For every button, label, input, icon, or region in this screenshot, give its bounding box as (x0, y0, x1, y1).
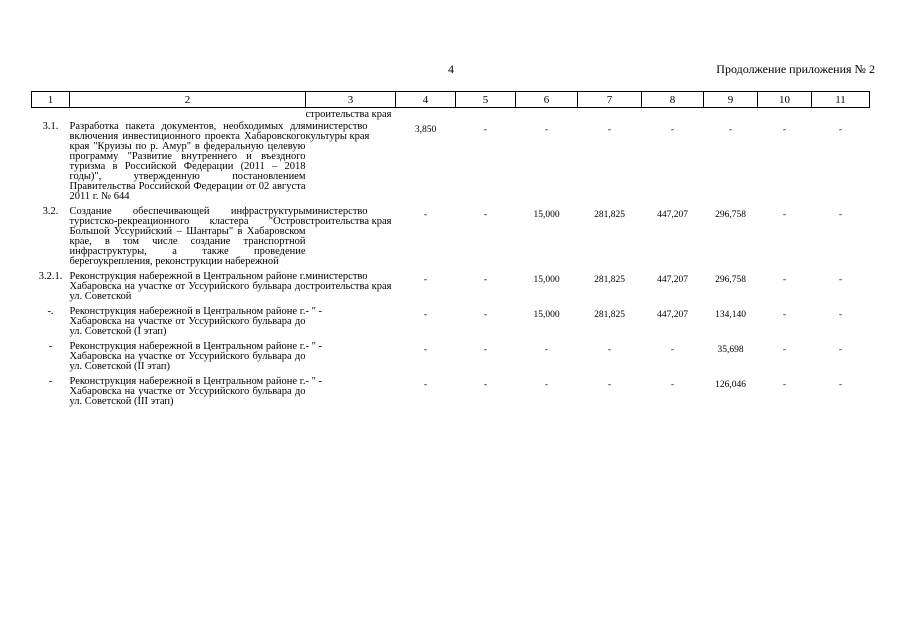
header-cell: 3 (306, 92, 396, 108)
header-cell: 8 (642, 92, 704, 108)
value-cell: - (670, 380, 675, 390)
header-cell: 10 (758, 92, 812, 108)
row-number-cell: - (48, 341, 53, 352)
value-cell: - (782, 345, 787, 355)
responsible-cell: - " - (305, 376, 323, 387)
value-cell: 281,825 (594, 310, 625, 320)
table-row (32, 207, 870, 272)
measure-name-cell: Реконструкция набережной в Центральном районе г. Хабаровска на участке от Уссурийского бульвара до ул. Советской (II этап) (69, 341, 306, 372)
measure-name-cell: Реконструкция набережной в Центральном районе г. Хабаровска на участке от Уссурийского бульвара до ул. Советской (69, 271, 306, 302)
value-cell: - (607, 345, 612, 355)
value-cell: 15,000 (533, 310, 560, 320)
row-number-cell: 3.2. (42, 206, 59, 217)
responsible-cell: - " - (305, 341, 323, 352)
value-cell: - (483, 210, 488, 220)
value-cell: 296,758 (715, 275, 746, 285)
header-cell: 2 (70, 92, 306, 108)
value-cell: 15,000 (533, 275, 560, 285)
header-cell: 1 (32, 92, 70, 108)
row-number-cell: 3.2.1. (38, 271, 63, 282)
value-cell: - (782, 125, 787, 135)
responsible-cell: министерство культуры края (305, 121, 370, 142)
measure-name-cell: Реконструкция набережной в Центральном районе г. Хабаровска на участке от Уссурийского бульвара до ул. Советской (III этап) (69, 376, 306, 407)
row-number-cell: -. (47, 306, 54, 317)
value-cell: - (423, 380, 428, 390)
value-cell: - (838, 310, 843, 320)
table-row (32, 272, 870, 307)
header-cell: 11 (812, 92, 870, 108)
continuation-row (32, 108, 870, 123)
value-cell: - (423, 310, 428, 320)
value-cell: - (838, 275, 843, 285)
header-cell: 4 (396, 92, 456, 108)
value-cell: - (544, 345, 549, 355)
value-cell: 35,698 (717, 345, 744, 355)
value-cell: 281,825 (594, 210, 625, 220)
value-cell: - (483, 275, 488, 285)
value-cell: - (607, 380, 612, 390)
value-cell: - (838, 380, 843, 390)
value-cell: 126,046 (715, 380, 746, 390)
header-cell: 9 (704, 92, 758, 108)
responsible-cell: министерство строительства края (305, 206, 392, 227)
header-cell: 5 (456, 92, 516, 108)
value-cell: 447,207 (657, 275, 688, 285)
table-row (32, 307, 870, 342)
header-row (32, 92, 870, 108)
row-number-cell: - (48, 376, 53, 387)
page-number: 4 (448, 62, 454, 76)
value-cell: - (544, 380, 549, 390)
value-cell: - (782, 210, 787, 220)
value-cell: 3,850 (414, 125, 437, 135)
header-cell: 7 (578, 92, 642, 108)
value-cell: 15,000 (533, 210, 560, 220)
value-cell: 447,207 (657, 210, 688, 220)
value-cell: - (838, 345, 843, 355)
value-cell: - (483, 125, 488, 135)
responsible-cell: министерство строительства края (305, 271, 392, 292)
measure-name-cell: Реконструкция набережной в Центральном районе г. Хабаровска на участке от Уссурийского бульвара до ул. Советской (I этап) (69, 306, 306, 337)
continuation-label: Продолжение приложения № 2 (716, 62, 875, 76)
value-cell: 281,825 (594, 275, 625, 285)
value-cell: - (483, 310, 488, 320)
table-row (32, 342, 870, 377)
value-cell: - (544, 125, 549, 135)
value-cell: 447,207 (657, 310, 688, 320)
value-cell: - (838, 125, 843, 135)
program-table (31, 91, 870, 412)
value-cell: - (728, 125, 733, 135)
responsible-cell: - " - (305, 306, 323, 317)
value-cell: - (423, 210, 428, 220)
value-cell: - (782, 310, 787, 320)
responsible-cell: строительства края (305, 109, 392, 120)
value-cell: - (607, 125, 612, 135)
table-row (32, 122, 870, 207)
header-cell: 6 (516, 92, 578, 108)
value-cell: - (782, 380, 787, 390)
measure-name-cell: Создание обеспечивающей инфраструктуры туристско-рекреационного кластера "Остров Большой Уссурийский – Шантары" в Хабаровском крае, в том числе создание транспортной инфраструктуры, а также проведение берегоукрепления, реконструкции набережной (69, 206, 306, 267)
value-cell: - (782, 275, 787, 285)
value-cell: - (670, 125, 675, 135)
value-cell: 296,758 (715, 210, 746, 220)
row-number-cell: 3.1. (42, 121, 59, 132)
table-row (32, 377, 870, 412)
value-cell: - (838, 210, 843, 220)
value-cell: - (670, 345, 675, 355)
value-cell: - (423, 345, 428, 355)
value-cell: - (483, 345, 488, 355)
value-cell: - (483, 380, 488, 390)
value-cell: 134,140 (715, 310, 746, 320)
value-cell: - (423, 275, 428, 285)
measure-name-cell: Разработка пакета документов, необходимых для включения инвестиционного проекта Хабаровского края "Круизы по р. Амур" в федеральную целевую программу "Развитие внутреннего и въездного туризма в Российской Федерации (2011 – 2018 годы)", утвержденную постановлением Правительства Российской Федерации от 02 августа 2011 г. № 644 (69, 121, 306, 202)
